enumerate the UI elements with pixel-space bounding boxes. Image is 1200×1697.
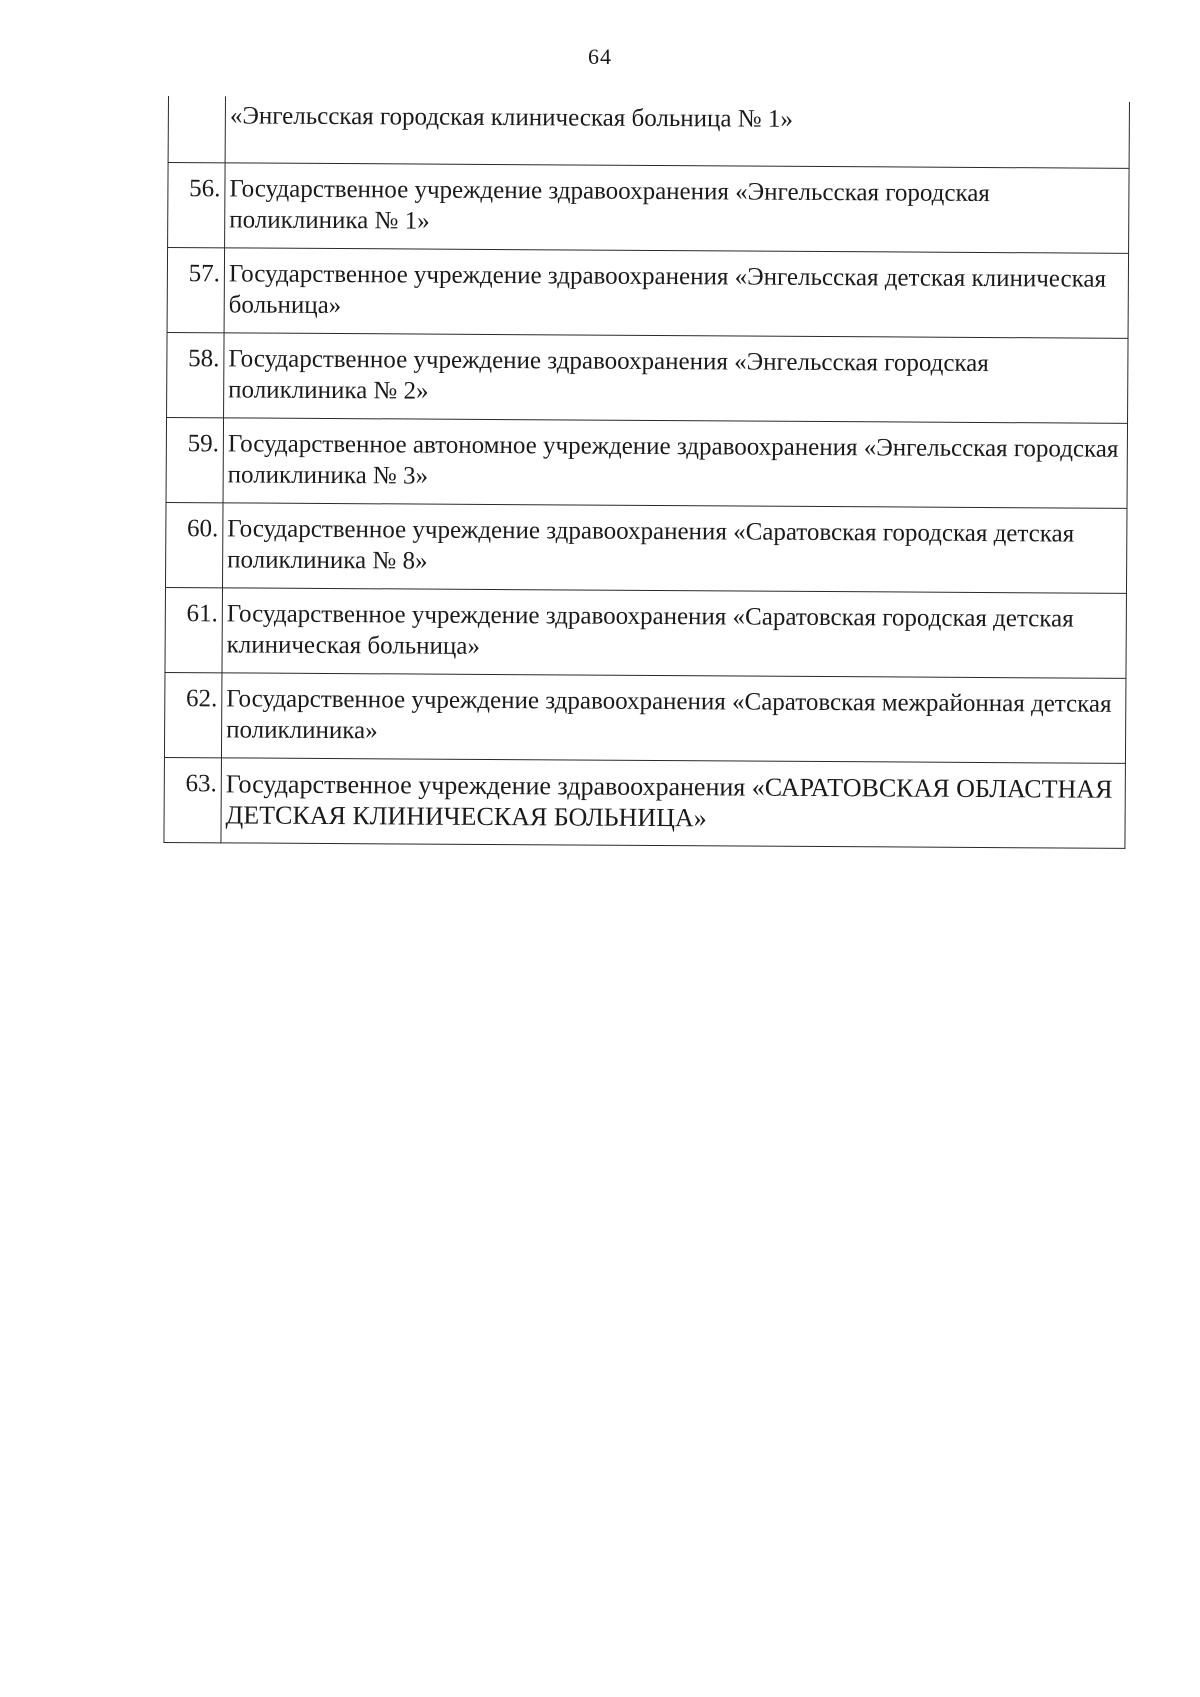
row-institution-name: «Энгельсская городская клиническая больница № 1» bbox=[225, 96, 1129, 168]
row-institution-name: Государственное учреждение здравоохранения «Энгельсская городская поликлиника № 2» bbox=[224, 333, 1129, 424]
table-row bbox=[164, 757, 1126, 848]
row-number: 56. bbox=[168, 163, 226, 248]
row-number: 60. bbox=[165, 502, 223, 587]
row-number: 61. bbox=[165, 587, 223, 672]
table-row bbox=[166, 417, 1128, 508]
row-number: 57. bbox=[167, 248, 225, 333]
row-number: 62. bbox=[164, 672, 222, 757]
row-number: 58. bbox=[167, 332, 225, 417]
row-institution-name: Государственное учреждение здравоохранения «Энгельсская детская клиническая больница» bbox=[224, 248, 1129, 339]
row-number bbox=[168, 96, 225, 163]
row-institution-name: Государственное учреждение здравоохранения «Энгельсская городская поликлиника № 1» bbox=[225, 163, 1130, 254]
institutions-table bbox=[163, 96, 1130, 849]
row-institution-name: Государственное учреждение здравоохранения «Саратовская городская детская поликлиника № 8» bbox=[222, 503, 1127, 594]
page-number: 64 bbox=[588, 44, 612, 69]
table-row bbox=[165, 587, 1127, 678]
row-institution-name: Государственное учреждение здравоохранения «САРАТОВСКАЯ ОБЛАСТНАЯ ДЕТСКАЯ КЛИНИЧЕСКАЯ БОЛЬНИЦА» bbox=[221, 758, 1126, 849]
table-row bbox=[165, 502, 1127, 593]
table-row bbox=[167, 332, 1129, 423]
table-row bbox=[164, 672, 1126, 763]
table-row bbox=[167, 248, 1129, 339]
table-row bbox=[168, 163, 1130, 254]
row-institution-name: Государственное учреждение здравоохранения «Саратовская городская детская клиническая больница» bbox=[222, 588, 1127, 679]
institutions-table-wrapper bbox=[163, 96, 1130, 849]
row-institution-name: Государственное учреждение здравоохранения «Саратовская межрайонная детская поликлиника» bbox=[221, 673, 1126, 764]
row-number: 63. bbox=[164, 757, 222, 842]
table-row-continuation bbox=[168, 96, 1129, 168]
row-institution-name: Государственное автономное учреждение здравоохранения «Энгельсская городская поликлиника № 3» bbox=[223, 418, 1128, 509]
row-number: 59. bbox=[166, 417, 224, 502]
